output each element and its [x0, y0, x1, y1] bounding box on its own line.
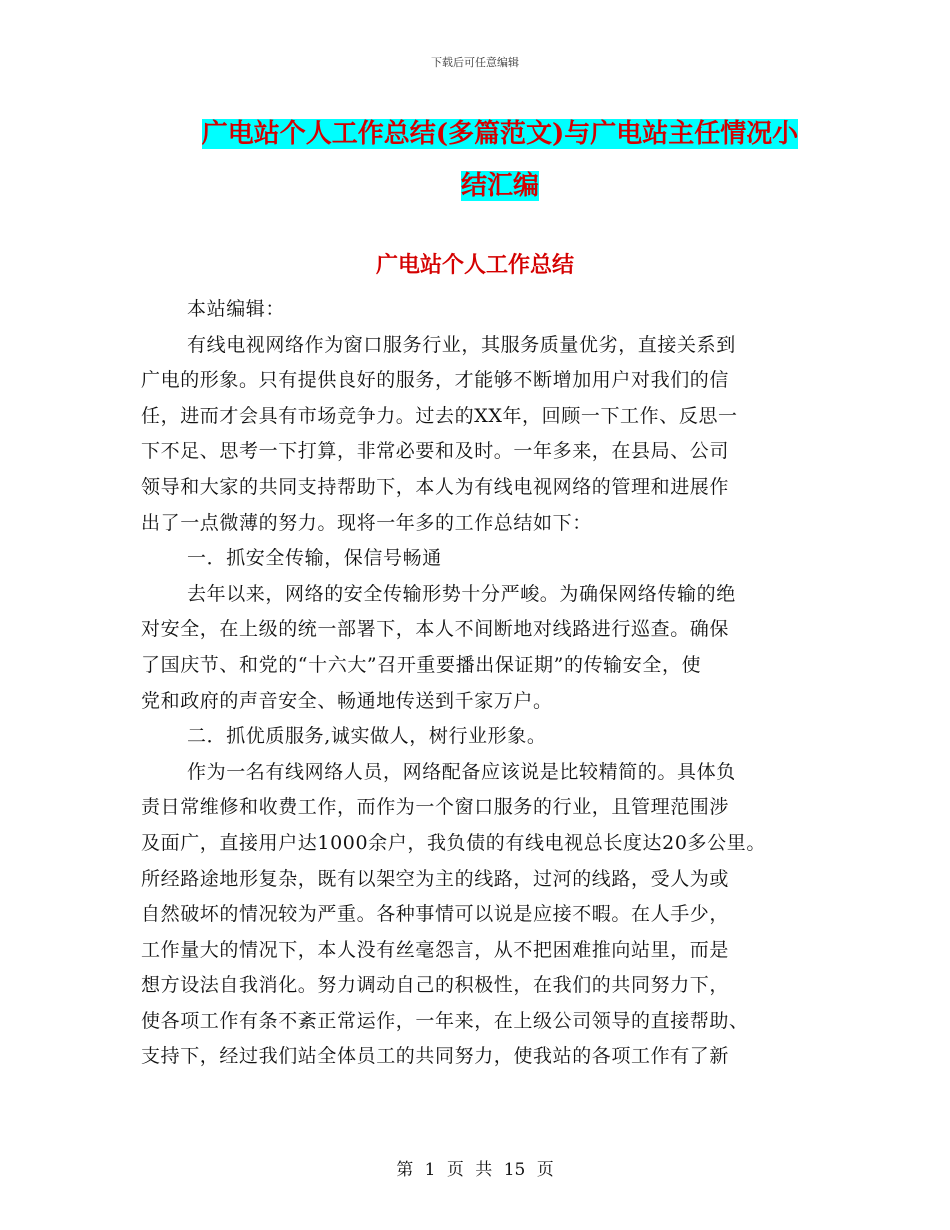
- title-line-2: 结汇编: [460, 171, 539, 201]
- paragraph-line: 作为一名有线网络人员，网络配备应该说是比较精简的。具体负: [187, 760, 736, 783]
- paragraph-line: 了国庆节、和党的“十六大”召开重要播出保证期”的传输安全，使: [141, 653, 702, 676]
- paragraph-line: 对安全，在上级的统一部署下，本人不间断地对线路进行巡查。确保: [141, 618, 730, 641]
- paragraph-line: 下不足、思考一下打算，非常必要和及时。一年多来，在县局、公司: [141, 440, 730, 463]
- paragraph-line: 二．抓优质服务,诚实做人，树行业形象。: [187, 725, 547, 748]
- section-title: 广电站个人工作总结: [375, 252, 574, 278]
- paragraph-line: 工作量大的情况下，本人没有丝毫怨言，从不把困难推向站里，而是: [141, 938, 730, 961]
- title-line-1: 广电站个人工作总结(多篇范文)与广电站主任情况小: [201, 119, 799, 149]
- paragraph-line: 广电的形象。只有提供良好的服务，才能够不断增加用户对我们的信: [141, 369, 730, 392]
- paragraph-line: 所经路途地形复杂，既有以架空为主的线路，过河的线路，受人为或: [141, 867, 730, 890]
- paragraph-line: 领导和大家的共同支持帮助下，本人为有线电视网络的管理和进展作: [141, 475, 730, 498]
- paragraph-line: 支持下，经过我们站全体员工的共同努力，使我站的各项工作有了新: [141, 1045, 730, 1068]
- body-text: [141, 292, 831, 1075]
- paragraph-line: 出了一点微薄的努力。现将一年多的工作总结如下：: [141, 511, 592, 534]
- paragraph-line: 有线电视网络作为窗口服务行业，其服务质量优劣，直接关系到: [187, 333, 736, 356]
- paragraph-line: 本站编辑：: [187, 298, 286, 320]
- paragraph-line: 一．抓安全传输，保信号畅通: [187, 547, 442, 570]
- page-footer: 第 1 页 共 15 页: [396, 1160, 554, 1180]
- paragraph-line: 想方设法自我消化。努力调动自己的积极性，在我们的共同努力下，: [141, 974, 730, 997]
- paragraph-line: 及面广，直接用户达1000余户，我负债的有线电视总长度达20多公里。: [141, 831, 766, 854]
- document-title: [110, 108, 890, 212]
- paragraph-line: 任，进而才会具有市场竞争力。过去的XX年，回顾一下工作、反思一: [141, 404, 738, 427]
- paragraph-line: 党和政府的声音安全、畅通地传送到千家万户。: [141, 689, 553, 712]
- paragraph-line: 自然破坏的情况较为严重。各种事情可以说是应接不暇。在人手少，: [141, 903, 730, 926]
- paragraph-line: 使各项工作有条不紊正常运作，一年来，在上级公司领导的直接帮助、: [141, 1009, 749, 1032]
- paragraph-line: 责日常维修和收费工作，而作为一个窗口服务的行业，且管理范围涉: [141, 796, 730, 819]
- header-note: 下载后可任意编辑: [431, 56, 519, 69]
- paragraph-line: 去年以来，网络的安全传输形势十分严峻。为确保网络传输的绝: [187, 582, 736, 605]
